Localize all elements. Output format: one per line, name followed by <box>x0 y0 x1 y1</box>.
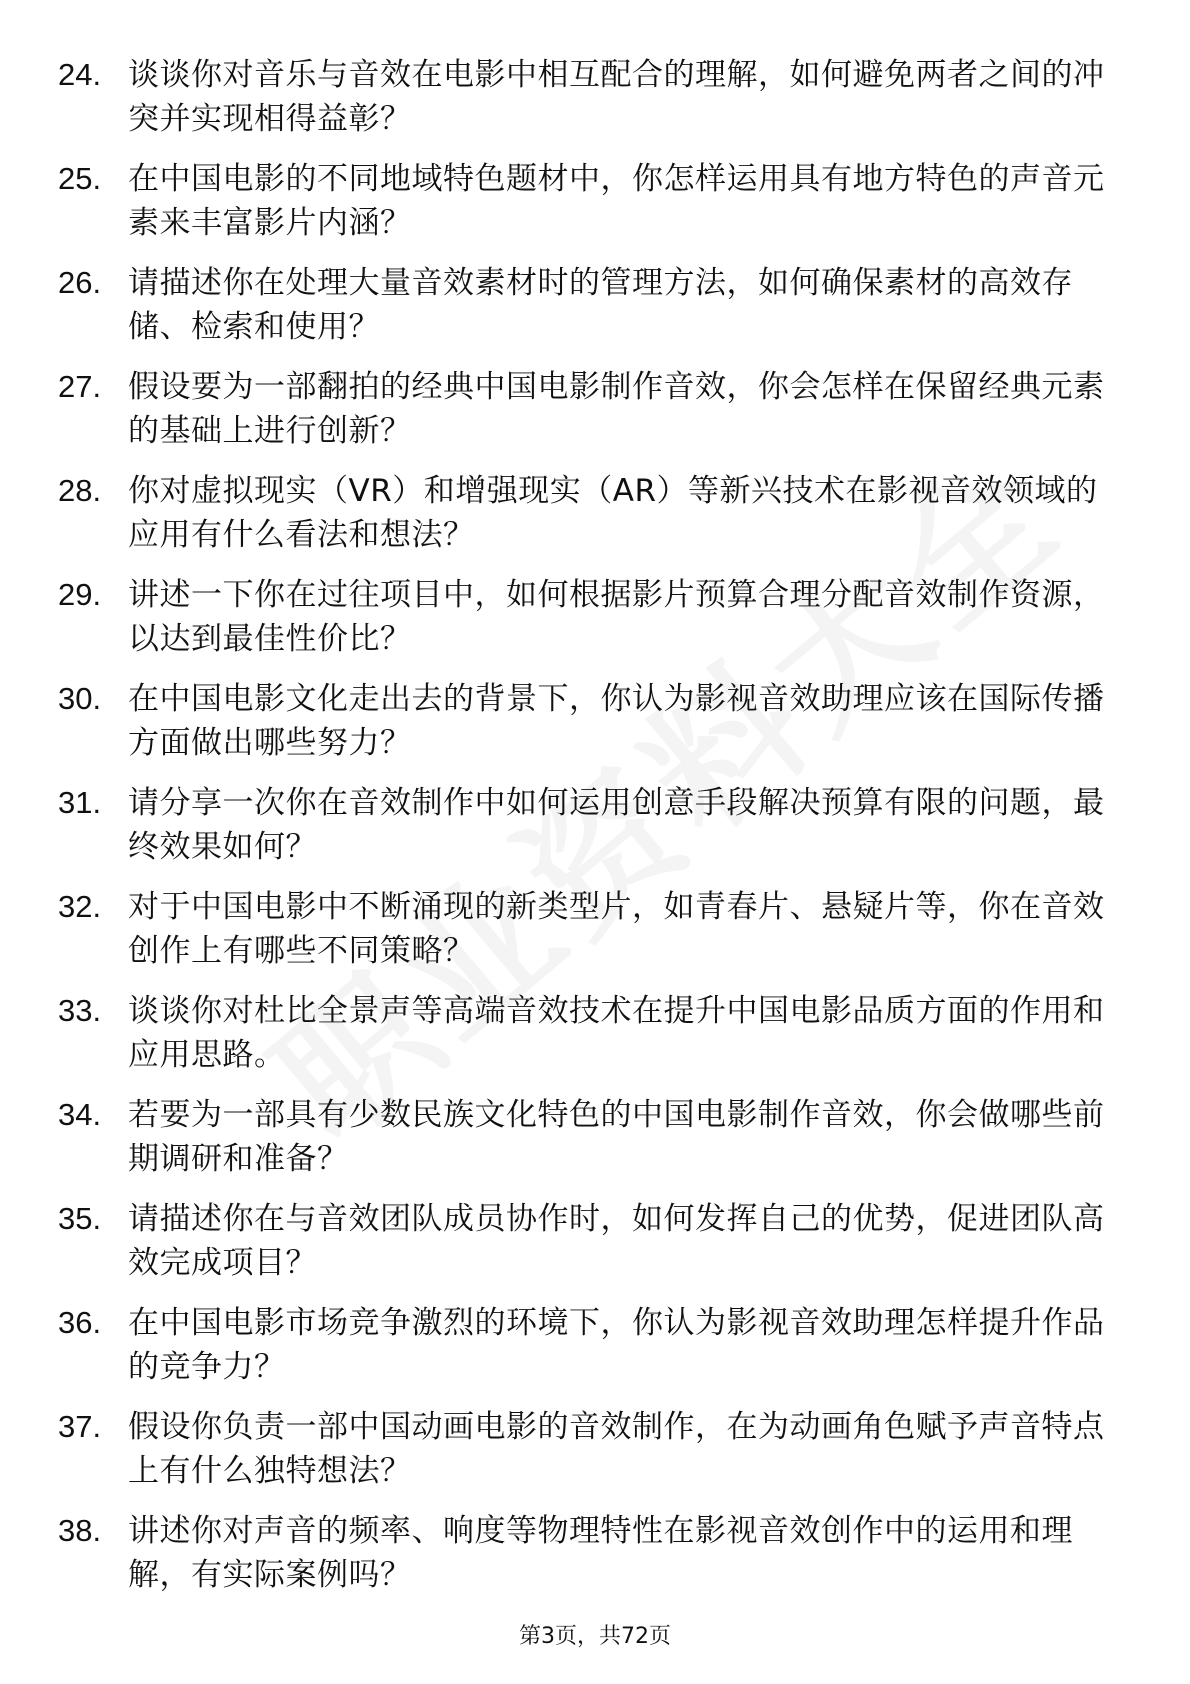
question-item <box>58 677 1118 781</box>
question-text: 谈谈你对音乐与音效在电影中相互配合的理解，如何避免两者之间的冲突并实现相得益彰？ <box>128 57 1105 137</box>
question-number: 32. <box>58 889 102 924</box>
page-footer: 第3页，共72页 <box>519 1624 671 1649</box>
question-list <box>58 53 1118 1613</box>
question-text: 在中国电影文化走出去的背景下，你认为影视音效助理应该在国际传播方面做出哪些努力？ <box>128 681 1105 761</box>
question-number: 30. <box>58 681 102 716</box>
question-item <box>58 885 1118 989</box>
question-text: 谈谈你对杜比全景声等高端音效技术在提升中国电影品质方面的作用和应用思路。 <box>128 993 1105 1073</box>
question-item <box>58 989 1118 1093</box>
question-text: 若要为一部具有少数民族文化特色的中国电影制作音效，你会做哪些前期调研和准备？ <box>128 1097 1105 1177</box>
question-text: 假设你负责一部中国动画电影的音效制作，在为动画角色赋予声音特点上有什么独特想法？ <box>128 1409 1105 1489</box>
question-item <box>58 53 1118 157</box>
question-item <box>58 157 1118 261</box>
question-item <box>58 1405 1118 1509</box>
question-item <box>58 781 1118 885</box>
question-number: 25. <box>58 161 102 196</box>
question-number: 31. <box>58 785 102 820</box>
question-number: 37. <box>58 1409 102 1444</box>
question-item <box>58 469 1118 573</box>
question-number: 24. <box>58 57 102 92</box>
question-item <box>58 1093 1118 1197</box>
question-item <box>58 573 1118 677</box>
question-number: 38. <box>58 1513 102 1548</box>
question-text: 讲述一下你在过往项目中，如何根据影片预算合理分配音效制作资源，以达到最佳性价比？ <box>128 577 1105 657</box>
question-item <box>58 1509 1118 1613</box>
question-text: 假设要为一部翻拍的经典中国电影制作音效，你会怎样在保留经典元素的基础上进行创新？ <box>128 369 1105 449</box>
question-number: 34. <box>58 1097 102 1132</box>
question-text: 对于中国电影中不断涌现的新类型片，如青春片、悬疑片等，你在音效创作上有哪些不同策略？ <box>128 889 1105 969</box>
question-text: 你对虚拟现实（VR）和增强现实（AR）等新兴技术在影视音效领域的应用有什么看法和想法？ <box>128 473 1098 553</box>
question-text: 请分享一次你在音效制作中如何运用创意手段解决预算有限的问题，最终效果如何？ <box>128 785 1105 865</box>
question-text: 在中国电影的不同地域特色题材中，你怎样运用具有地方特色的声音元素来丰富影片内涵？ <box>128 161 1105 241</box>
question-number: 35. <box>58 1201 102 1236</box>
question-number: 28. <box>58 473 102 508</box>
question-item <box>58 1301 1118 1405</box>
question-number: 26. <box>58 265 102 300</box>
question-item <box>58 261 1118 365</box>
question-item <box>58 365 1118 469</box>
question-text: 在中国电影市场竞争激烈的环境下，你认为影视音效助理怎样提升作品的竞争力？ <box>128 1305 1105 1385</box>
question-number: 29. <box>58 577 102 612</box>
question-text: 请描述你在处理大量音效素材时的管理方法，如何确保素材的高效存储、检索和使用？ <box>128 265 1073 345</box>
question-text: 请描述你在与音效团队成员协作时，如何发挥自己的优势，促进团队高效完成项目？ <box>128 1201 1105 1281</box>
question-number: 36. <box>58 1305 102 1340</box>
question-number: 33. <box>58 993 102 1028</box>
question-text: 讲述你对声音的频率、响度等物理特性在影视音效创作中的运用和理解，有实际案例吗？ <box>128 1513 1073 1593</box>
question-number: 27. <box>58 369 102 404</box>
question-item <box>58 1197 1118 1301</box>
